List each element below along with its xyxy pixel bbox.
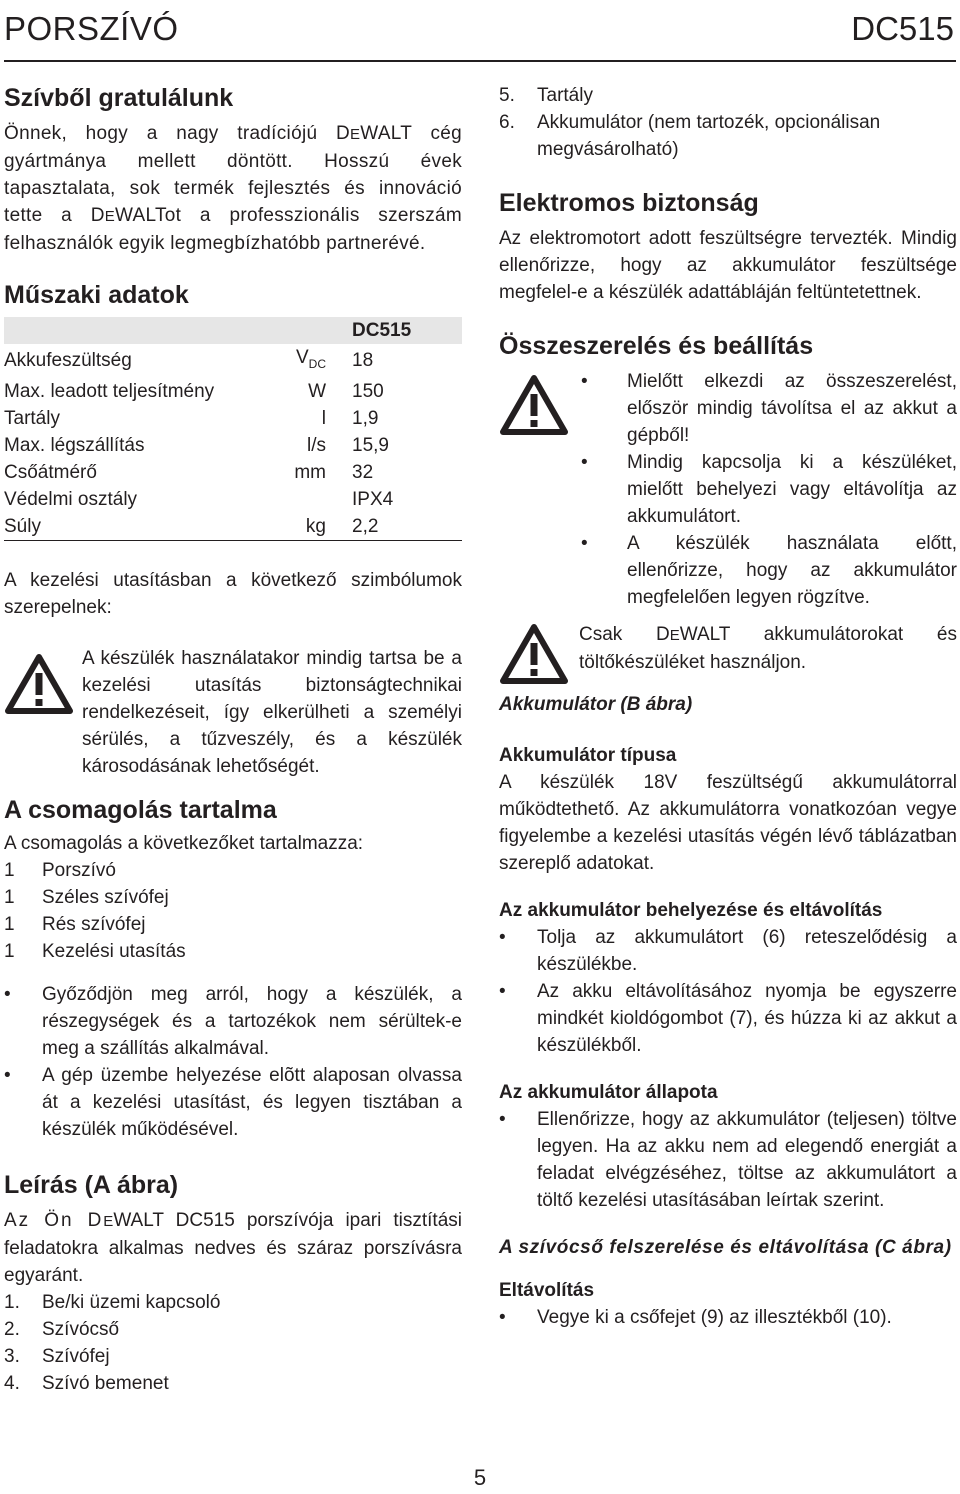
list-item: • Mielőtt elkezdi az összeszerelést, először mindig távolítsa el az akkut a gépből!	[581, 371, 957, 446]
list-item: 6. Akkumulátor (nem tartozék, opcionálisan megvásárolható)	[499, 112, 881, 160]
list-item: • Győződjön meg arról, hogy a készülék, a részegységek és a tartozékok nem sérültek-e meg a szállítás alkalmával.	[4, 983, 462, 1059]
battery-state-heading: Az akkumulátor állapota	[499, 1082, 718, 1103]
list-item: 1 Rés szívófej	[4, 913, 146, 935]
list-item: • Tolja az akkumulátort (6) reteszelődésig a készülékbe.	[499, 927, 957, 975]
spec-table	[4, 317, 462, 541]
battery-type-heading: Akkumulátor típusa	[499, 745, 677, 766]
battery-warning-text: Csak DEWALT akkumulátorokat és töltőkészüléket használjon.	[579, 624, 957, 673]
symbols-warning-text: A készülék használatakor mindig tartsa be a kezelési utasítás biztonságtechnikai rendelkezéseit, így elkerülheti a személyi sérülés, a tűzveszély, és a készülék károsodásának lehetőségét.	[82, 647, 462, 777]
assembly-warning-block	[499, 368, 957, 611]
spec-row: Súly kg 2,2	[4, 513, 462, 541]
description-heading: Leírás (A ábra)	[4, 1170, 179, 1199]
list-item: • Az akku eltávolításához nyomja be egyszerre mindkét kioldógombot (7), és húzza ki az akkut a készülékből.	[499, 981, 957, 1056]
list-item: 3. Szívófej	[4, 1345, 110, 1367]
list-item: 5. Tartály	[499, 85, 593, 106]
spec-header-row	[4, 317, 462, 344]
list-item: • A gép üzembe helyezése elõtt alaposan olvassa át a kezelési utasítást, és legyen tisztában a készülék működésével.	[4, 1064, 462, 1140]
symbols-intro: A kezelési utasításban a következő szimbólumok szerepelnek:	[4, 569, 462, 618]
list-item: • Ellenőrizze, hogy az akkumulátor (teljesen) töltve legyen. Ha az akku nem ad elegendő energiát a feladat elvégzéséhez, töltse az akkumulátort a töltő kezelési utasításában leírtak szerint.	[499, 1109, 957, 1211]
battery-type-text: A készülék 18V feszültségű akkumulátorral működtethető. Az akkumulátorra vonatkozóan vegye figyelembe a kezelési utasítás végén lévő táblázatban szereplő adatokat.	[499, 772, 957, 874]
electrical-text: Az elektromotort adott feszültségre tervezték. Mindig ellenőrizze, hogy az akkumulátor feszültsége megfelel-e a készülék adattábláján feltüntetettnek.	[499, 228, 957, 303]
list-item: 1 Széles szívófej	[4, 886, 169, 908]
header-rule	[4, 60, 956, 62]
symbols-warning-block	[4, 645, 462, 780]
list-item: • A készülék használata előtt, ellenőrizze, hogy az akkumulátor megfelelően legyen rögzítve.	[581, 533, 957, 608]
list-item: 1. Be/ki üzemi kapcsoló	[4, 1291, 221, 1313]
package-list	[4, 857, 462, 965]
page-number: 5	[473, 1465, 487, 1490]
spec-model: DC515	[352, 317, 462, 344]
package-heading: A csomagolás tartalma	[4, 795, 277, 824]
spec-row: Max. leadott teljesítmény W 150	[4, 380, 384, 402]
right-column	[499, 82, 957, 1331]
list-item: 4. Szívó bemenet	[4, 1372, 169, 1394]
header-model: DC515	[851, 10, 954, 47]
spec-row: Akkufeszültség $V_{DC}$ 18	[4, 347, 374, 372]
tech-heading: Műszaki adatok	[4, 281, 189, 309]
header-title: PORSZÍVÓ	[4, 10, 179, 47]
spec-row: Védelmi osztály IPX4	[4, 488, 394, 510]
tube-remove-bullets	[499, 1304, 957, 1331]
description-list	[4, 1289, 462, 1397]
left-column	[4, 82, 462, 1397]
list-item: • Mindig kapcsolja ki a készüléket, mielőtt behelyezi vagy eltávolítja az akkumulátort.	[581, 452, 957, 527]
warning-triangle-icon	[499, 623, 569, 685]
battery-state-bullets	[499, 1106, 957, 1214]
list-item: • Vegye ki a csőfejet (9) az illesztékből (10).	[499, 1307, 892, 1328]
list-item: 2. Szívócső	[4, 1318, 120, 1340]
tube-remove-heading: Eltávolítás	[499, 1280, 595, 1301]
congrats-text: Önnek, hogy a nagy tradíciójú DEWALT cég gyártmánya mellett döntött. Hosszú évek tapasztalata, sok termék fejlesztés és innováció tette a DEWALTot a professzionális szerszám felhasználók egyik legmegbízhatóbb partnerévé.	[4, 123, 462, 254]
spec-row: Csőátmérő mm 32	[4, 461, 374, 483]
package-intro: A csomagolás a következőket tartalmazza:	[4, 832, 364, 854]
battery-warning-block	[499, 621, 957, 685]
electrical-heading: Elektromos biztonság	[499, 189, 759, 217]
description-list-cont	[499, 82, 957, 163]
battery-insert-heading: Az akkumulátor behelyezése és eltávolítás	[499, 900, 883, 921]
assembly-heading: Összeszerelés és beállítás	[499, 332, 814, 360]
list-item: 1 Porszívó	[4, 859, 116, 881]
description-text: Az Ön DEWALT DC515 porszívója ipari tisztítási feladatokra alkalmas nedves és száraz porszívásra egyaránt.	[4, 1209, 462, 1286]
tube-heading: A szívócső felszerelése és eltávolítása (C ábra)	[499, 1237, 952, 1258]
congrats-heading: Szívből gratulálunk	[4, 84, 234, 112]
warning-triangle-icon	[499, 374, 569, 436]
spec-row: Max. légszállítás l/s 15,9	[4, 434, 389, 456]
battery-heading: Akkumulátor (B ábra)	[499, 694, 693, 715]
battery-insert-bullets	[499, 924, 957, 1059]
list-item: 1 Kezelési utasítás	[4, 940, 186, 962]
warning-triangle-icon	[4, 653, 74, 715]
package-bullets	[4, 981, 462, 1143]
spec-row: Tartály l 1,9	[4, 407, 379, 429]
assembly-bullets	[573, 368, 957, 611]
